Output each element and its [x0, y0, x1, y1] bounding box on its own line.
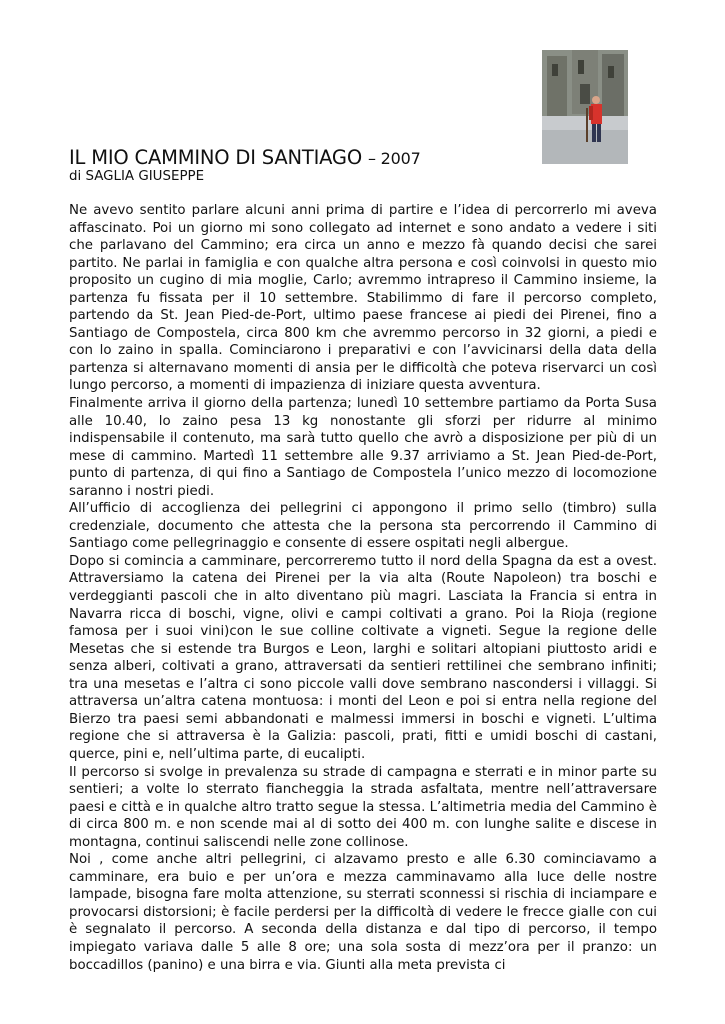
title-year: – 2007	[367, 149, 421, 168]
document-title	[69, 146, 421, 169]
title-text: IL MIO CAMMINO DI SANTIAGO	[69, 146, 362, 169]
article-body	[69, 202, 657, 974]
paragraph: Ne avevo sentito parlare alcuni anni prima di partire e l’idea di percorrerlo mi aveva affascinato. Poi un giorno mi sono collegato ad internet e sono andato a vedere i siti che parlavano del Cammino; era circa un anno e mezzo fà quando decisi che sarei partito. Ne parlai in famiglia e con qualche altra persona e così coinvolsi in questo mio proposito un cugino di mia moglie, Carlo; avremmo intrapreso il Cammino insieme, la partenza fu fissata per il 10 settembre. Stabilimmo di fare il percorso completo, partendo da St. Jean Pied-de-Port, ultimo paese francese ai piedi dei Pirenei, fino a Santiago de Compostela, circa 800 km che avremmo percorso in 32 giorni, a piedi e con lo zaino in spalla. Cominciarono i preparativi e con l’avvicinarsi della data della partenza si alternavano momenti di ansia per le difficoltà che poteva riservarci un così lungo percorso, a momenti di impazienza di iniziare questa avventura.	[69, 203, 657, 394]
author-line: di SAGLIA GIUSEPPE	[69, 169, 205, 184]
paragraph: Noi , come anche altri pellegrini, ci alzavamo presto e alle 6.30 cominciavamo a camminare, era buio e per un’ora e mezza camminavamo alla luce delle nostre lampade, bisogna fare molta attenzione, su sterrati sconnessi si rischia di inciampare e provocarsi distorsioni; è facile perdersi per la difficoltà di vedere le frecce gialle con cui è segnalato il percorso. A seconda della distanza e dal tipo di percorso, il tempo impiegato variava dalle 5 alle 8 ore; una sola sosta di mezz’ora per il pranzo: un boccadillos (panino) e una birra e via. Giunti alla meta prevista ci	[69, 852, 657, 973]
pilgrim-photo	[542, 50, 628, 164]
paragraph: Dopo si comincia a camminare, percorreremo tutto il nord della Spagna da est a ovest. Attraversiamo la catena dei Pirenei per la via alta (Route Napoleon) tra boschi e verdeggianti pascoli che in alto diventano più magri. Lasciata la Francia si entra in Navarra ricca di boschi, vigne, olivi e campi coltivati a grano. Poi la Rioja (regione famosa per i suoi vini)con le sue colline coltivate a vigneti. Segue la regione delle Mesetas che si estende tra Burgos e Leon, larghi e solitari altopiani piuttosto aridi e senza alberi, coltivati a grano, attraversati da sentieri rettilinei che sembrano infiniti; tra una mesetas e l’altra ci sono piccole valli dove sembrano nascondersi i villaggi. Si attraversa un’altra catena montuosa: i monti del Leon e poi si entra nella regione del Bierzo tra paesi semi abbandonati e malmessi immersi in boschi e vigneti. L’ultima regione che si attraversa è la Galizia: pascoli, prati, fitti e umidi boschi di castani, querce, pini e, nell’ultima parte, di eucalipti.	[69, 553, 657, 762]
paragraph: Finalmente arriva il giorno della partenza; lunedì 10 settembre partiamo da Porta Susa alle 10.40, lo zaino pesa 13 kg nonostante gli sforzi per ridurre al minimo indispensabile il contenuto, ma sarà tutto quello che avrò a disposizione per più di un mese di cammino. Martedì 11 settembre alle 9.37 arriviamo a St. Jean Pied-de-Port, punto di partenza, di qui fino a Santiago de Compostela l’unico mezzo di locomozione saranno i nostri piedi.	[69, 396, 657, 499]
paragraph: All’ufficio di accoglienza dei pellegrini ci appongono il primo sello (timbro) sulla credenziale, documento che attesta che la persona sta percorrendo il Cammino di Santiago come pellegrinaggio e consente di essere ospitati negli albergue.	[69, 501, 657, 552]
cathedral-pilgrim-image	[542, 50, 628, 164]
paragraph: Il percorso si svolge in prevalenza su strade di campagna e sterrati e in minor parte su sentieri; a volte lo sterrato fiancheggia la strada asfaltata, mentre nell’attraversare paesi e città e in qualche altro tratto segue la stessa. L’altimetria media del Cammino è di circa 800 m. e non scende mai al di sotto dei 400 m. con lunghe salite e discese in montagna, continui saliscendi nelle zone collinose.	[69, 764, 657, 850]
